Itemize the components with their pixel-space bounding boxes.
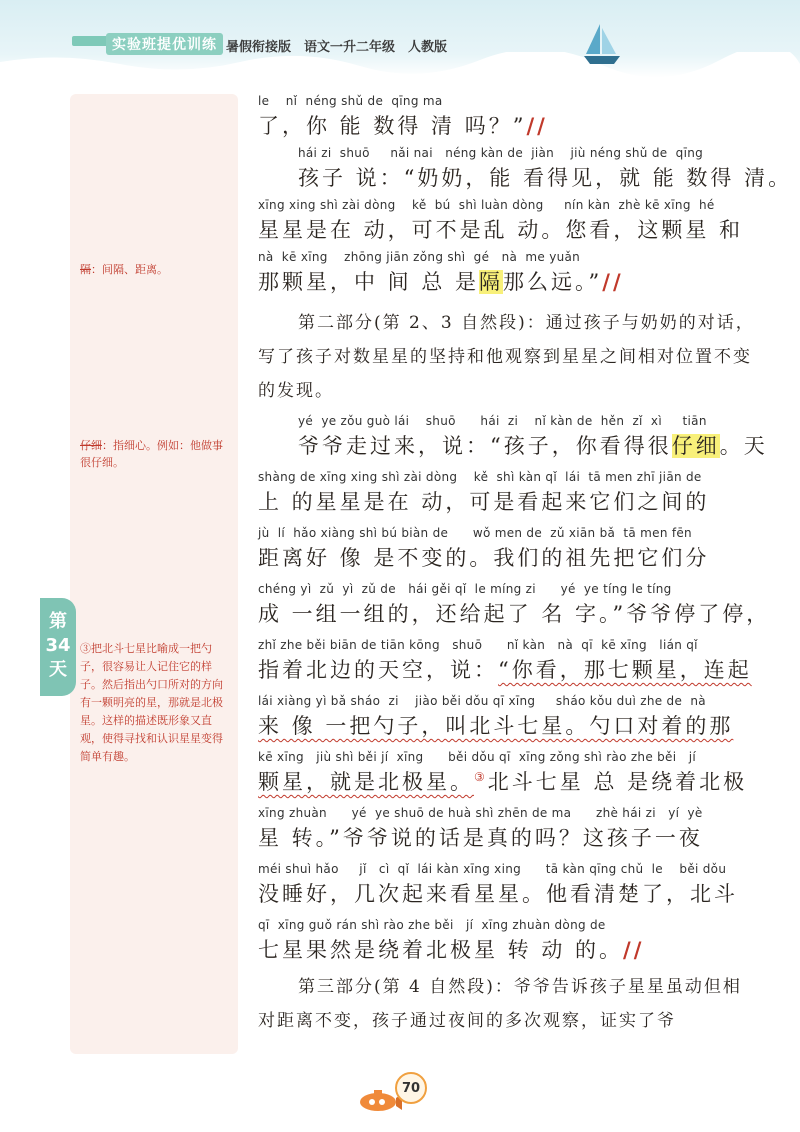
text-line: 星 转。”爷爷说的话是真的吗？这孩子一夜 bbox=[258, 826, 703, 850]
edition-label: 暑假衔接版 bbox=[226, 40, 292, 55]
section-summary-2: 第二部分(第 2、3 自然段)：通过孩子与奶奶的对话，写了孩子对数星星的坚持和他观察到星星之间相对位置不变的发现。 bbox=[258, 313, 755, 401]
pinyin-line: le nǐ néng shǔ de qīng ma bbox=[258, 94, 443, 108]
text-segment: 爷爷走过来，说：“孩子，你看得很 bbox=[298, 434, 672, 458]
underlined-segment: “你看，那七颗星，连起 bbox=[498, 658, 752, 682]
pinyin-line: lái xiàng yì bǎ sháo zi jiào běi dǒu qī xīng sháo kǒu duì zhe de nà bbox=[258, 694, 706, 708]
series-title: 实验班提优训练 bbox=[106, 33, 223, 55]
section-summary-3: 第三部分(第 4 自然段)：爷爷告诉孩子星星虽动但相对距离不变，孩子通过夜间的多次观察，证实了爷 bbox=[258, 977, 742, 1031]
pinyin-line: kē xīng jiù shì běi jí xīng běi dǒu qī xīng zǒng shì rào zhe běi jí bbox=[258, 750, 696, 764]
text-line bbox=[298, 430, 798, 462]
text-line bbox=[258, 654, 758, 686]
page-header bbox=[0, 0, 800, 78]
text-segment: 指着北边的天空，说： bbox=[258, 658, 498, 682]
section-break-mark: // bbox=[623, 937, 645, 962]
text-segment: 七星果然是绕着北极星 转 动 的。 bbox=[258, 938, 624, 962]
margin-note-ge bbox=[80, 262, 230, 279]
day-tab-suffix: 天 bbox=[49, 659, 67, 680]
highlighted-word: 隔 bbox=[479, 270, 504, 294]
text-line bbox=[258, 934, 758, 966]
note-keyword: 仔细 bbox=[80, 439, 102, 452]
text-line: 距离好 像 是不变的。我们的祖先把它们分 bbox=[258, 546, 710, 570]
page-number: 70 bbox=[395, 1072, 427, 1104]
margin-note-beidou: ③把北斗七星比喻成一把勺子，很容易让人记住它的样子。然后指出勺口所对的方向有一颗明亮的星，那就是北极星。这样的描述既形象又直观，使得寻找和认识星星变得简单有趣。 bbox=[80, 642, 223, 763]
pinyin-line: shàng de xīng xing shì zài dòng kě shì kàn qǐ lái tā men zhī jiān de bbox=[258, 470, 702, 484]
header-wave-decoration bbox=[0, 52, 800, 82]
text-line: 上 的星星是在 动，可是看起来它们之间的 bbox=[258, 490, 710, 514]
text-line bbox=[258, 710, 758, 742]
note-keyword: 隔 bbox=[80, 263, 91, 276]
pinyin-line: méi shuì hǎo jǐ cì qǐ lái kàn xīng xing tā kàn qīng chǔ le běi dǒu bbox=[258, 862, 727, 876]
text-segment: 那颗星，中 间 总 是 bbox=[258, 270, 480, 294]
day-tab bbox=[40, 598, 76, 696]
note-text: ：指细心。例如：他做事很仔细。 bbox=[80, 439, 223, 469]
margin-note-zixi bbox=[80, 438, 230, 471]
subject-label: 语文一升二年级 bbox=[304, 40, 396, 55]
footnote-marker: ③ bbox=[474, 770, 488, 784]
section-break-mark: // bbox=[602, 269, 624, 294]
pinyin-line: jù lí hǎo xiàng shì bú biàn de wǒ men de zǔ xiān bǎ tā men fēn bbox=[258, 526, 692, 540]
highlighted-word: 仔细 bbox=[671, 434, 720, 458]
header-logo-mark bbox=[72, 36, 108, 46]
text-segment: 。天 bbox=[719, 434, 768, 458]
pinyin-line: nà kē xīng zhōng jiān zǒng shì gé nà me yuǎn bbox=[258, 250, 581, 264]
text-line: 成 一组一组的，还给起了 名 字。”爷爷停了停， bbox=[258, 602, 771, 626]
section-break-mark: // bbox=[526, 113, 548, 138]
publisher-label: 人教版 bbox=[408, 40, 448, 55]
text-line: 没睡好，几次起来看星星。他看清楚了，北斗 bbox=[258, 882, 738, 906]
underlined-segment: 颗星，就是北极星。 bbox=[258, 770, 474, 794]
day-tab-number: 34 bbox=[45, 635, 71, 656]
text-segment: 了，你 能 数得 清 吗？” bbox=[258, 114, 527, 138]
text-line bbox=[258, 110, 758, 142]
sailboat-icon bbox=[582, 20, 622, 68]
text-segment: 北斗七星 总 是绕着北极 bbox=[487, 770, 748, 794]
text-line: 孩子 说：“奶奶，能 看得见，就 能 数得 清。 bbox=[298, 166, 793, 190]
pinyin-line: xīng zhuàn yé ye shuō de huà shì zhēn de ma zhè hái zi yí yè bbox=[258, 806, 703, 820]
day-tab-prefix: 第 bbox=[49, 611, 67, 632]
pinyin-line: yé ye zǒu guò lái shuō hái zi nǐ kàn de hěn zǐ xì tiān bbox=[298, 414, 707, 428]
pinyin-line: hái zi shuō nǎi nai néng kàn de jiàn jiù néng shǔ de qīng bbox=[298, 146, 704, 160]
text-line bbox=[258, 766, 758, 798]
text-line: 星星是在 动，可不是乱 动。您看，这颗星 和 bbox=[258, 218, 744, 242]
pinyin-line: xīng xing shì zài dòng kě bú shì luàn dòng nín kàn zhè kē xīng hé bbox=[258, 198, 715, 212]
pinyin-line: chéng yì zǔ yì zǔ de hái gěi qǐ le míng zi yé ye tíng le tíng bbox=[258, 582, 672, 596]
margin-notes-panel bbox=[70, 94, 238, 1054]
text-line bbox=[258, 266, 758, 298]
note-text: ：间隔、距离。 bbox=[91, 263, 168, 276]
pinyin-line: zhǐ zhe běi biān de tiān kōng shuō nǐ kàn nà qī kē xīng lián qǐ bbox=[258, 638, 698, 652]
underlined-segment: 来 像 一把勺子，叫北斗七星。勺口对着的那 bbox=[258, 714, 734, 738]
pinyin-line: qī xīng guǒ rán shì rào zhe běi jí xīng zhuàn dòng de bbox=[258, 918, 606, 932]
text-segment: 那么远。” bbox=[503, 270, 603, 294]
